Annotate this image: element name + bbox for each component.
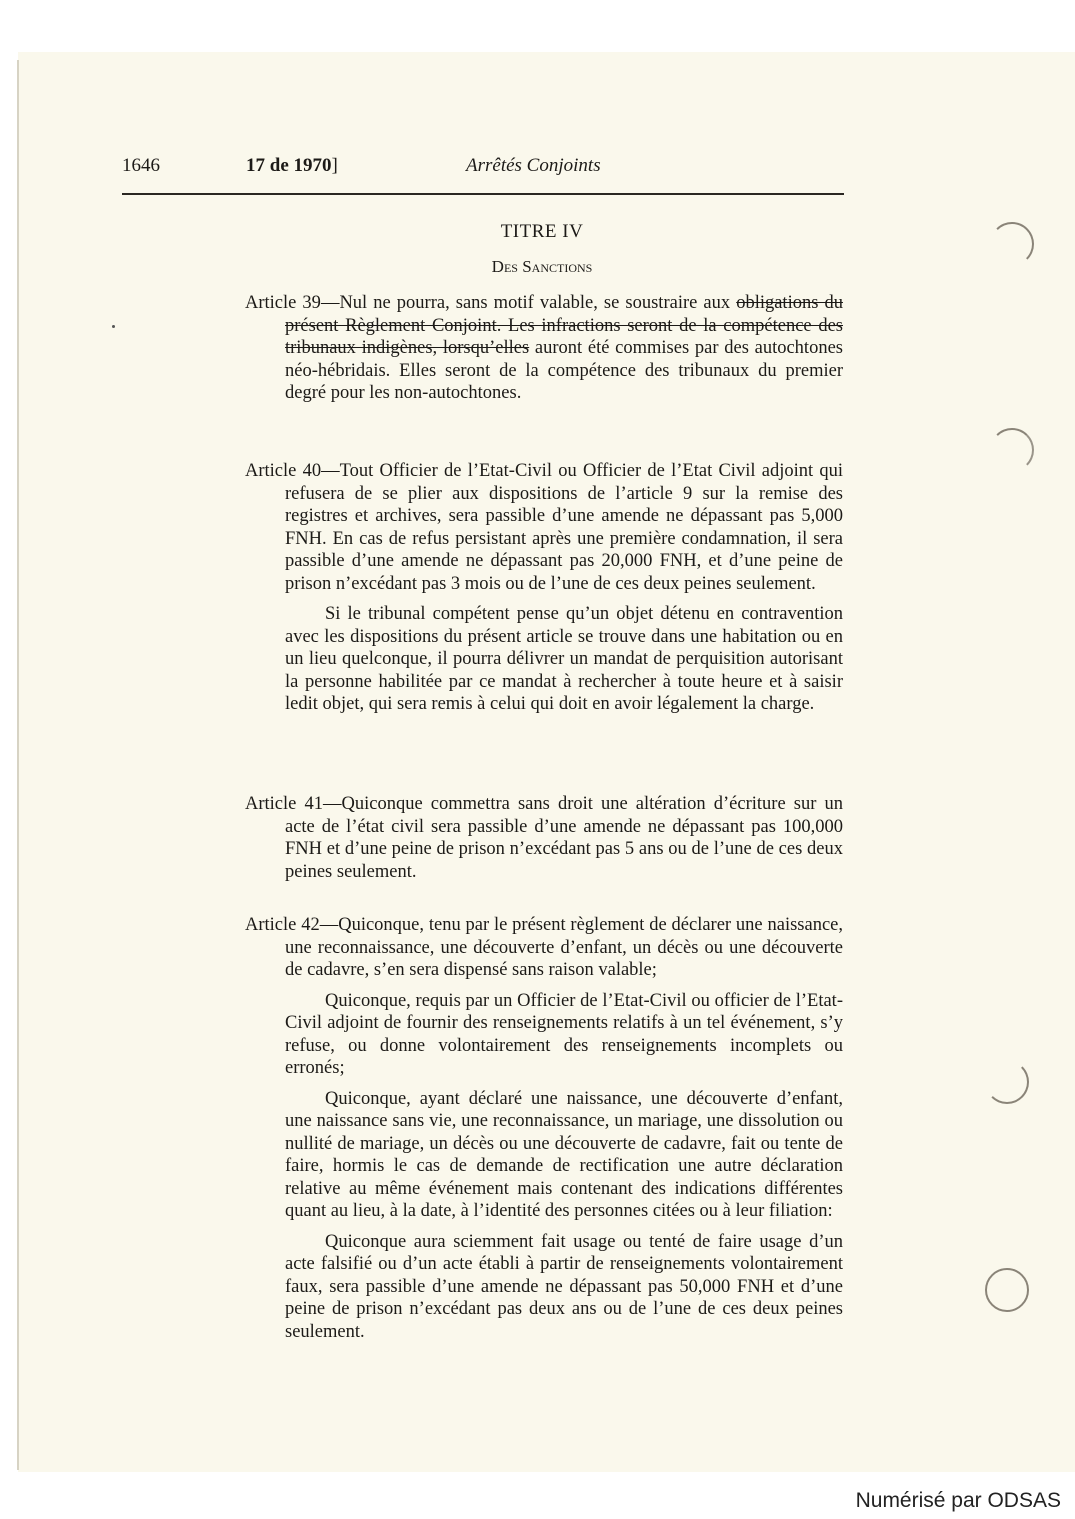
binder-hole <box>985 1268 1029 1312</box>
article-42-body: —Quiconque, tenu par le présent règlement de déclarer une naissance, une reconnaissance, une découverte d’enfant, un décès ou une découverte de cadavre, s’en sera dispensé sans raison valable; <box>285 915 843 980</box>
article-39-rest: auront été commises par des autochtones néo-hébridais. Elles seront de la compétence des tribunaux du premier degré pour les non-autochtones. <box>285 338 843 403</box>
header-rule <box>122 193 844 195</box>
article-40 <box>245 460 843 716</box>
binder-hole <box>990 428 1034 472</box>
article-42-paragraph-3: Quiconque, ayant déclaré une naissance, une découverte d’enfant, une naissance sans vie, une reconnaissance, un mariage, une dissolution ou nullité de mariage, un décès ou une découverte de cadavre, fait ou tente de faire, hormis le cas de demande de rectification une autre déclaration relative au même événement mais contenant des indications différentes quant au lieu, à la date, à l’identité des personnes citées ou à leur filiation: <box>285 1088 843 1221</box>
binder-hole <box>990 222 1034 266</box>
article-40-text <box>245 460 843 595</box>
date-reference <box>246 155 338 177</box>
digitization-watermark: Numérisé par ODSAS <box>855 1489 1061 1512</box>
paper-edge <box>17 60 19 1470</box>
speck <box>112 325 115 328</box>
article-40-label: Article 40 <box>245 461 322 481</box>
article-42-text <box>245 914 843 982</box>
article-39-label: Article 39 <box>245 293 321 313</box>
article-39-lead: —Nul ne pourra, sans motif valable, se soustraire aux <box>320 293 737 313</box>
article-41-body: —Quiconque commettra sans droit une altération d’écriture sur un acte de l’état civil sera passible d’une amende ne dépassant pas 100,000 FNH et d’une peine de prison n’excédant pas 5 ans ou de l’une de ces deux peines seulement. <box>285 794 843 882</box>
running-title: Arrêtés Conjoints <box>466 155 601 176</box>
article-42-label: Article 42 <box>245 915 320 935</box>
article-41-text <box>245 793 843 883</box>
article-41-label: Article 41 <box>245 794 323 814</box>
article-42 <box>245 914 843 1343</box>
page-number: 1646 <box>122 155 160 176</box>
article-42-paragraph-4: Quiconque aura sciemment fait usage ou tenté de faire usage d’un acte falsifié ou d’un acte établi à partir de renseignements volontairement faux, sera passible d’une amende ne dépassant pas 50,000 FNH et d’une peine de prison n’excédant pas deux ans ou de l’une de ces deux peines seulement. <box>285 1231 843 1342</box>
date-reference-bracket: ] <box>331 155 338 176</box>
article-39-struck-text: obligations du présent Règlement Conjoint. Les infractions seront de la compétence des tribunaux indigènes, lorsqu’elles <box>285 293 843 358</box>
binder-hole <box>985 1060 1029 1104</box>
section-subtitle: Des Sanctions <box>491 257 593 276</box>
article-40-paragraph-2: Si le tribunal compétent pense qu’un objet détenu en contravention avec les dispositions du présent article se trouve dans une habitation ou en un lieu quelconque, il pourra délivrer un mandat de perquisition autorisant la personne habilitée par ce mandat à rechercher à toute heure et à saisir ledit objet, qui sera remis à celui qui doit en avoir légalement la charge. <box>285 604 843 714</box>
article-42-paragraph-2: Quiconque, requis par un Officier de l’Etat-Civil ou officier de l’Etat-Civil adjoint de fournir des renseignements relatifs à un tel événement, s’y refuse, ou donne volontairement des renseignements incomplets ou erronés; <box>285 990 843 1078</box>
article-40-body: —Tout Officier de l’Etat-Civil ou Officier de l’Etat Civil adjoint qui refusera de se plier aux dispositions de l’article 9 sur la remise des registres et archives, sera passible d’une amende ne dépassant pas 5,000 FNH. En cas de refus persistant après une première condamnation, il sera passible d’une amende ne dépassant pas 20,000 FNH, et d’une peine de prison n’excédant pas 3 mois ou de l’une de ces deux peines seulement. <box>285 461 843 594</box>
article-39 <box>245 292 843 405</box>
date-reference-text: 17 de 1970 <box>246 155 332 176</box>
section-title: TITRE IV <box>500 221 584 242</box>
article-39-text <box>245 292 843 405</box>
article-41 <box>245 793 843 883</box>
